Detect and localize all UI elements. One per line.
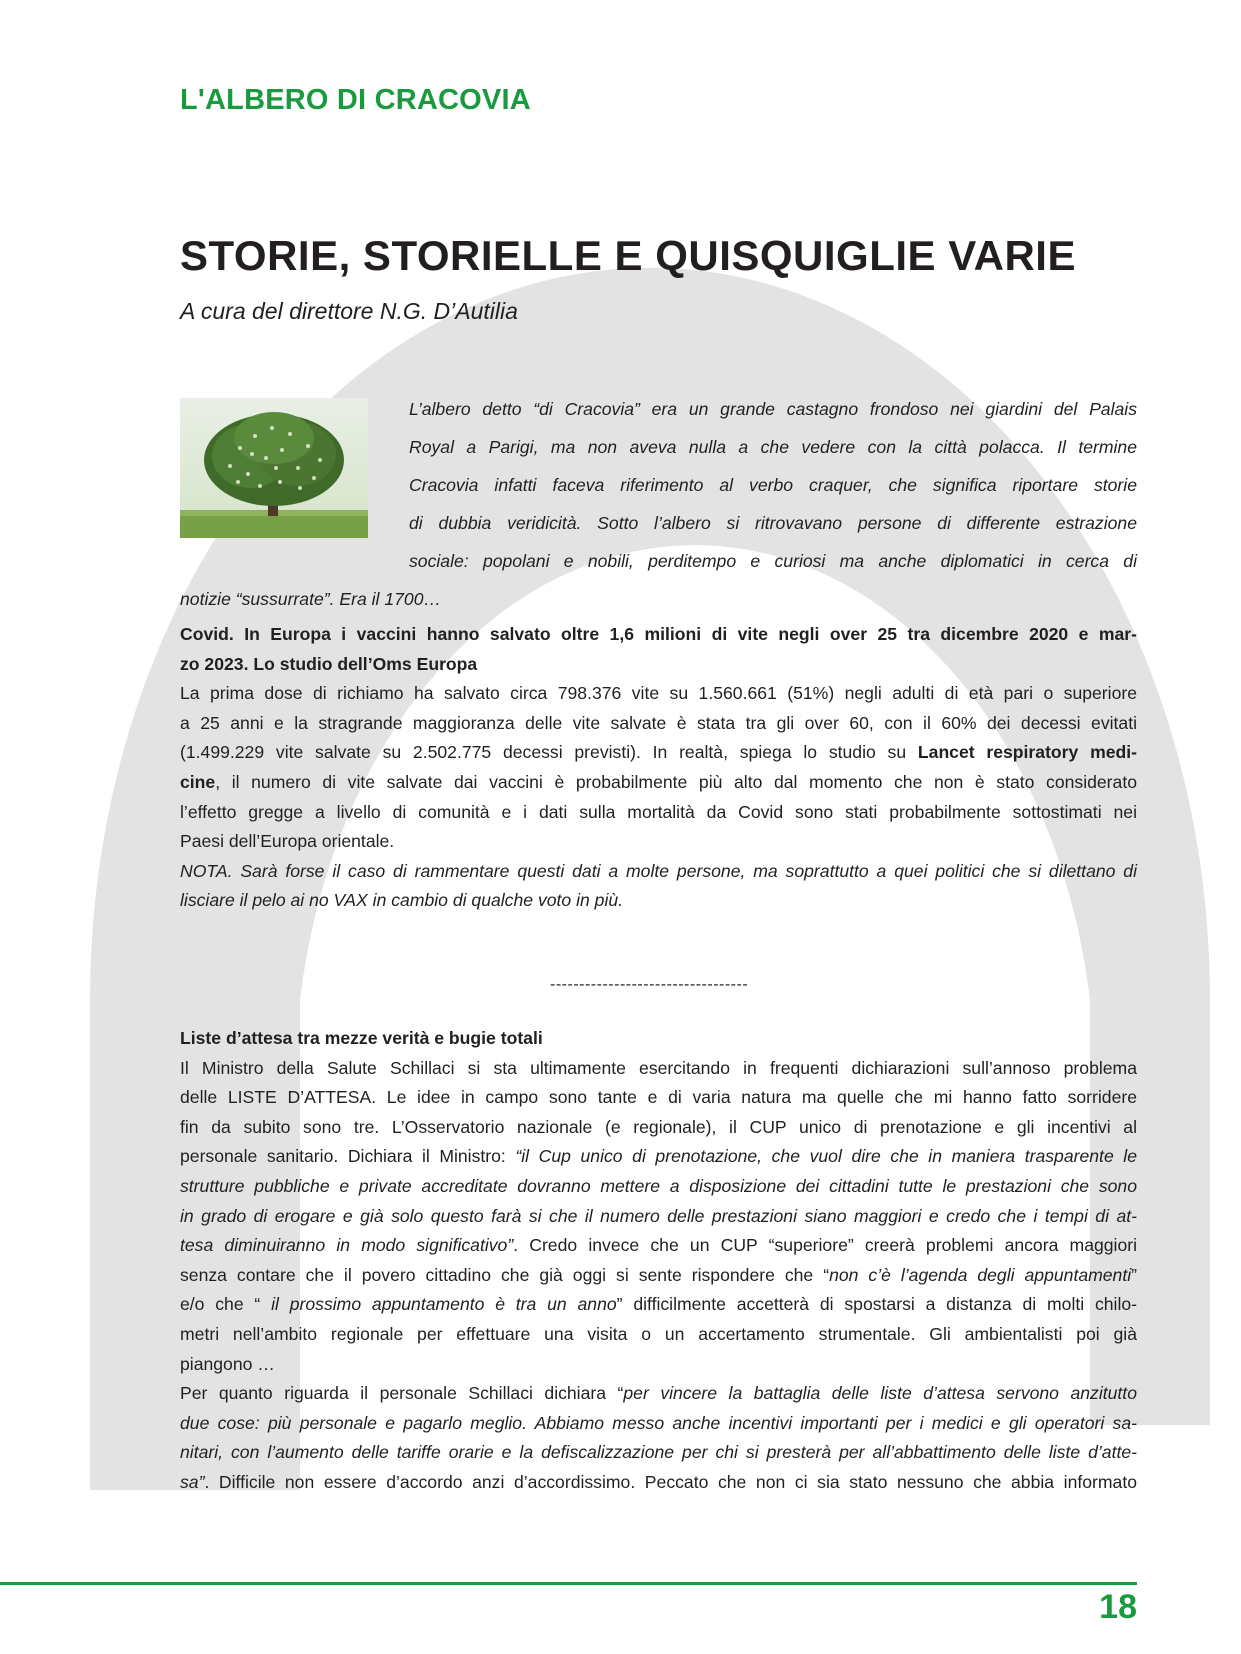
minister-quote: nitari, con l’aumento delle tariffe orarie e la defiscalizzazione per chi si presterà per all’abbattimento delle liste d’atte-	[180, 1442, 1137, 1463]
covid-text-line	[180, 768, 1137, 798]
covid-note: NOTA. Sarà forse il caso di rammentare questi dati a molte persone, ma soprattutto a quei politici che si dilettano di	[180, 860, 1137, 881]
lancet-reference: Lancet respiratory medi-	[917, 742, 1137, 763]
waiting-lists-line	[180, 1468, 1137, 1498]
citizen-quote: non c’è l’agenda degli appuntamenti	[829, 1264, 1132, 1285]
intro-line: Royal a Parigi, ma non aveva nulla a che vedere con la città polacca. Il termine	[409, 437, 1137, 457]
citizen-quote: il prossimo appuntamento è tra un anno	[271, 1294, 617, 1315]
covid-text-line: Paesi dell’Europa orientale.	[180, 831, 395, 852]
waiting-lists-line	[180, 1142, 1137, 1172]
waiting-lists-line: fin da subito sono tre. L’Osservatorio nazionale (e regionale), il CUP unico di prenotazione e gli incentivi al	[180, 1116, 1137, 1137]
minister-quote: per vincere la battaglia delle liste d’attesa servono anzitutto	[623, 1383, 1137, 1404]
waiting-lists-fragment: personale sanitario. Dichiara il Ministro:	[180, 1146, 516, 1167]
waiting-lists-line	[180, 1231, 1137, 1261]
section-header: L'ALBERO DI CRACOVIA	[180, 84, 531, 116]
covid-text-fragment: , il numero di vite salvate dai vaccini è probabilmente più alto dal momento che non è stato considerato	[215, 771, 1137, 792]
waiting-lists-fragment: senza contare che il povero cittadino che già oggi si sente rispondere che “	[180, 1264, 830, 1285]
minister-quote: “il Cup unico di prenotazione, che vuol dire che in maniera trasparente le	[515, 1146, 1137, 1167]
footer-rule	[0, 1582, 1137, 1585]
page-number: 18	[1099, 1588, 1137, 1626]
waiting-lists-fragment: Per quanto riguarda il personale Schillaci dichiara “	[180, 1383, 624, 1404]
waiting-lists-fragment: ”	[1131, 1264, 1137, 1285]
waiting-lists-line	[180, 1290, 1137, 1320]
covid-headline: Covid. In Europa i vaccini hanno salvato oltre 1,6 milioni di vite negli over 25 tra dicembre 2020 e mar-	[180, 624, 1137, 644]
waiting-lists-line: metri nell’ambito regionale per effettuare una visita o un accertamento strumentale. Gli ambientalisti poi già	[180, 1323, 1137, 1344]
intro-line: notizie “sussurrate”. Era il 1700…	[180, 589, 442, 609]
intro-line: di dubbia veridicità. Sotto l’albero si ritrovavano persone di differente estrazione	[409, 513, 1137, 533]
covid-article	[180, 620, 1137, 916]
intro-line: Cracovia infatti faceva riferimento al verbo craquer, che significa riportare storie	[409, 475, 1137, 495]
section-divider: ----------------------------------	[550, 976, 749, 993]
covid-text-line: l’effetto gregge a livello di comunità e i dati sulla mortalità da Covid sono stati probabilmente sottostimati nei	[180, 801, 1137, 822]
covid-headline: zo 2023. Lo studio dell’Oms Europa	[180, 653, 478, 674]
waiting-lists-line: Il Ministro della Salute Schillaci si sta ultimamente esercitando in frequenti dichiarazioni sull’annoso problema	[180, 1057, 1137, 1078]
covid-text-line: La prima dose di richiamo ha salvato circa 798.376 vite su 1.560.661 (51%) negli adulti di età pari o superiore	[180, 683, 1137, 704]
waiting-lists-line: piangono …	[180, 1353, 275, 1374]
waiting-lists-fragment: . Credo invece che un CUP “superiore” creerà problemi ancora maggiori	[513, 1235, 1138, 1256]
covid-text-line: a 25 anni e la stragrande maggioranza delle vite salvate è stata tra gli over 60, con il 60% dei decessi evitati	[180, 712, 1137, 733]
intro-paragraph	[180, 390, 1137, 618]
waiting-lists-article	[180, 1024, 1137, 1498]
article-byline: A cura del direttore N.G. D’Autilia	[180, 298, 518, 324]
waiting-lists-line	[180, 1379, 1137, 1409]
minister-quote: strutture pubbliche e private accreditate dovranno mettere a disposizione dei cittadini tutte le prestazioni che sono	[180, 1175, 1137, 1196]
waiting-lists-line	[180, 1261, 1137, 1291]
waiting-lists-fragment: ” difficilmente accetterà di spostarsi a distanza di molti chilo-	[616, 1294, 1137, 1315]
covid-text-fragment: (1.499.229 vite salvate su 2.502.775 decessi previsti). In realtà, spiega lo studio su	[180, 742, 918, 763]
intro-line: L’albero detto “di Cracovia” era un grande castagno frondoso nei giardini del Palais	[409, 399, 1137, 419]
minister-quote: tesa diminuiranno in modo significativo”	[180, 1235, 514, 1256]
lancet-reference: cine	[180, 771, 216, 792]
covid-note: lisciare il pelo ai no VAX in cambio di qualche voto in più.	[180, 890, 624, 911]
article-title: STORIE, STORIELLE E QUISQUIGLIE VARIE	[180, 232, 1076, 279]
waiting-lists-line: delle LISTE D’ATTESA. Le idee in campo sono tante e di varia natura ma quelle che mi hanno fatto sorridere	[180, 1087, 1137, 1108]
waiting-lists-fragment: e/o che “	[180, 1294, 272, 1315]
minister-quote: due cose: più personale e pagarlo meglio. Abbiamo messo anche incentivi importanti per i medici e gli operatori sa-	[180, 1412, 1137, 1433]
waiting-lists-fragment: . Difficile non essere d’accordo anzi d’accordissimo. Peccato che non ci sia stato nessuno che abbia informato	[204, 1471, 1137, 1492]
minister-quote: in grado di erogare e già solo questo farà si che il numero delle prestazioni siano maggiori e credo che i tempi di at-	[180, 1205, 1137, 1226]
minister-quote: sa”	[180, 1471, 205, 1492]
intro-line: sociale: popolani e nobili, perditempo e curiosi ma anche diplomatici in cerca di	[409, 551, 1137, 571]
waiting-lists-headline: Liste d’attesa tra mezze verità e bugie totali	[180, 1028, 543, 1048]
covid-text-line	[180, 738, 1137, 768]
